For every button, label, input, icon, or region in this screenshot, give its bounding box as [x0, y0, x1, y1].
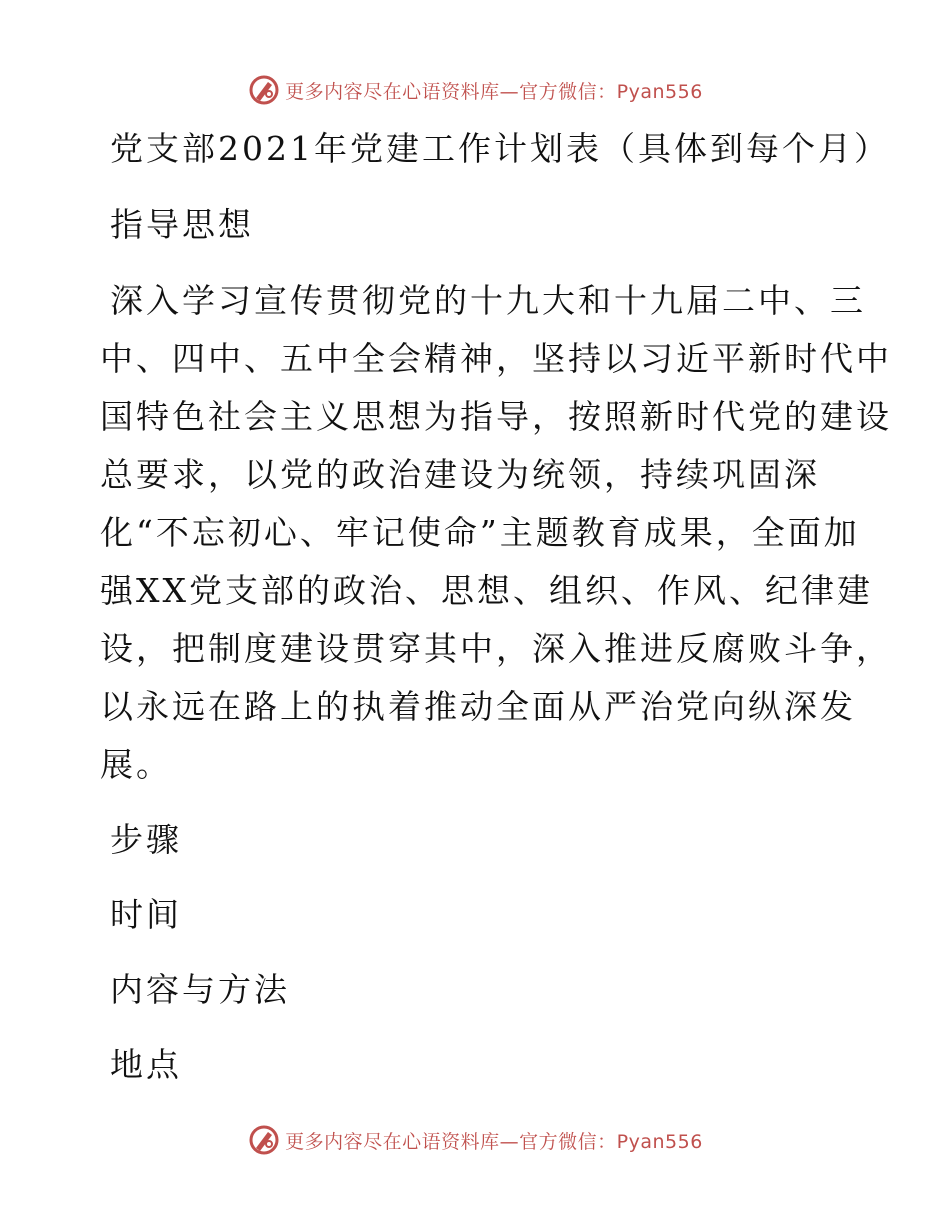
- document-title: 党支部2021年党建工作计划表（具体到每个月）: [110, 129, 890, 168]
- paragraph: [100, 272, 892, 794]
- label-content-method: 内容与方法: [110, 970, 290, 1009]
- paragraph-line: 化“不忘初心、牢记使命”主题教育成果，全面加: [100, 513, 860, 552]
- pen-seal-icon: [247, 73, 281, 107]
- paragraph-line: 设，把制度建设贯穿其中，深入推进反腐败斗争，: [100, 629, 892, 668]
- document-body: [100, 120, 892, 1094]
- section-heading: 指导思想: [110, 205, 254, 244]
- pen-seal-icon: [247, 1123, 281, 1157]
- label-steps: 步骤: [110, 820, 182, 859]
- paragraph-line: 展。: [100, 745, 172, 784]
- watermark-banner-top: [0, 70, 950, 110]
- watermark-text: 更多内容尽在心语资料库—官方微信：Pyan556: [285, 1130, 703, 1153]
- paragraph-line: 国特色社会主义思想为指导，按照新时代党的建设: [100, 397, 892, 436]
- watermark-banner-bottom: [0, 1120, 950, 1160]
- paragraph-line: 深入学习宣传贯彻党的十九大和十九届二中、三: [110, 281, 866, 320]
- paragraph-line: 中、四中、五中全会精神，坚持以习近平新时代中: [100, 339, 892, 378]
- label-location: 地点: [110, 1045, 182, 1084]
- paragraph-line: 以永远在路上的执着推动全面从严治党向纵深发: [100, 687, 856, 726]
- watermark-text: 更多内容尽在心语资料库—官方微信：Pyan556: [285, 80, 703, 103]
- paragraph-line: 总要求，以党的政治建设为统领，持续巩固深: [100, 455, 820, 494]
- paragraph-line: 强XX党支部的政治、思想、组织、作风、纪律建: [100, 571, 873, 610]
- label-time: 时间: [110, 895, 182, 934]
